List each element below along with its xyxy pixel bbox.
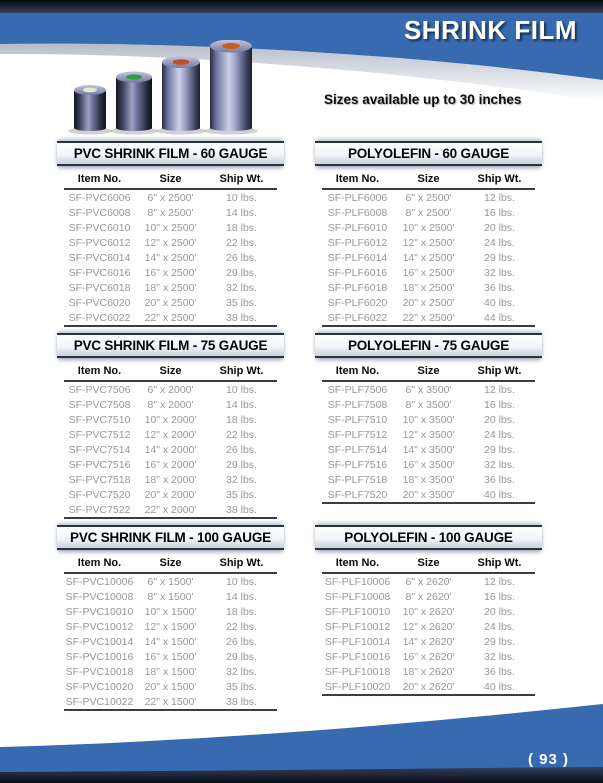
table-cell: 10 lbs. — [226, 575, 257, 588]
table-cell: 8" x 1500' — [147, 590, 194, 603]
table-cell: 18" x 2500' — [402, 281, 455, 294]
table-cell: 8" x 2620' — [405, 590, 452, 603]
table-cell: 29 lbs. — [226, 650, 257, 663]
table-cell: 6" x 3500' — [405, 383, 452, 396]
table-cell: 29 lbs. — [484, 251, 515, 264]
table-cell: 22 lbs. — [226, 236, 257, 249]
table-cell: 20 lbs. — [484, 221, 515, 234]
table-cell: 35 lbs. — [226, 296, 257, 309]
table-cell: 16 lbs. — [484, 590, 515, 603]
table-cell: 32 lbs. — [484, 650, 515, 663]
table-cell: SF-PVC6018 — [68, 281, 131, 294]
table-cell: 14" x 2000' — [144, 443, 197, 456]
shrink-film-rolls-photo — [58, 40, 258, 135]
table-cell: 22" x 1500' — [144, 695, 197, 708]
table-row — [322, 634, 535, 649]
table-cell: 6" x 2000' — [147, 383, 194, 396]
table-row — [322, 250, 535, 265]
table-cell: 20" x 2500' — [402, 296, 455, 309]
table-title: POLYOLEFIN - 100 GAUGE — [315, 525, 542, 550]
table-title: PVC SHRINK FILM - 100 GAUGE — [57, 525, 284, 550]
table-cell: 10" x 1500' — [144, 605, 197, 618]
table-cell: SF-PLF7512 — [327, 428, 388, 441]
column-header: Item No. — [322, 170, 393, 189]
table-cell: SF-PLF6010 — [327, 221, 388, 234]
table-cell: 10" x 2620' — [402, 605, 455, 618]
table-cell: SF-PLF7518 — [327, 473, 388, 486]
header-row — [64, 362, 277, 381]
table-row — [322, 220, 535, 235]
table-cell: 10" x 2500' — [144, 221, 197, 234]
table-cell: SF-PVC7508 — [68, 398, 131, 411]
column-header: Size — [135, 170, 206, 189]
table-cell: SF-PVC10006 — [65, 575, 134, 588]
table-cell: 6" x 2620' — [405, 575, 452, 588]
table-cell: 40 lbs. — [484, 296, 515, 309]
table-row — [322, 310, 535, 326]
table-cell: SF-PLF10020 — [324, 680, 391, 693]
table-row — [64, 265, 277, 280]
table-cell: SF-PLF6006 — [327, 191, 388, 204]
table-cell: SF-PLF6008 — [327, 206, 388, 219]
column-header: Size — [135, 554, 206, 573]
table-cell: 14" x 3500' — [402, 443, 455, 456]
header-row — [64, 170, 277, 189]
table-row — [64, 649, 277, 664]
table-cell: SF-PVC7514 — [68, 443, 131, 456]
table-cell: 32 lbs. — [484, 266, 515, 279]
table-row — [64, 634, 277, 649]
header-row — [322, 170, 535, 189]
table-cell: 8" x 2500' — [405, 206, 452, 219]
table-cell: 24 lbs. — [484, 236, 515, 249]
table-cell: SF-PVC7512 — [68, 428, 131, 441]
column-header: Size — [393, 554, 464, 573]
table-row — [64, 457, 277, 472]
table-cell: SF-PLF6014 — [327, 251, 388, 264]
table-cell: SF-PVC6012 — [68, 236, 131, 249]
table-cell: SF-PVC10008 — [65, 590, 134, 603]
table-cell: 18" x 2620' — [402, 665, 455, 678]
table-cell: 16 lbs. — [484, 398, 515, 411]
table-row — [64, 427, 277, 442]
column-header: Ship Wt. — [464, 362, 535, 381]
table-cell: SF-PLF10016 — [324, 650, 391, 663]
table-cell: SF-PLF7520 — [327, 488, 388, 501]
table-cell: 22 lbs. — [226, 428, 257, 441]
table-cell: 32 lbs. — [226, 281, 257, 294]
table-cell: 10" x 2000' — [144, 413, 197, 426]
film-roll-small — [74, 85, 106, 131]
film-roll-tallest — [210, 40, 252, 131]
table-cell: SF-PLF7510 — [327, 413, 388, 426]
table-cell: 16" x 2500' — [402, 266, 455, 279]
table-cell: SF-PVC6022 — [68, 311, 131, 324]
table-cell: 6" x 2500' — [147, 191, 194, 204]
table-row — [64, 235, 277, 250]
table-cell: 22" x 2000' — [144, 503, 197, 516]
table-cell: 26 lbs. — [226, 635, 257, 648]
table-row — [322, 265, 535, 280]
table-cell: 36 lbs. — [484, 665, 515, 678]
table-cell: 10" x 3500' — [402, 413, 455, 426]
product-table — [322, 554, 535, 696]
table-row — [64, 397, 277, 412]
column-header: Size — [393, 170, 464, 189]
table-cell: SF-PVC6008 — [68, 206, 131, 219]
table-cell: 18" x 1500' — [144, 665, 197, 678]
table-cell: 20" x 2000' — [144, 488, 197, 501]
table-cell: 20" x 3500' — [402, 488, 455, 501]
table-row — [64, 679, 277, 694]
table-row — [322, 427, 535, 442]
table-cell: 12" x 3500' — [402, 428, 455, 441]
table-cell: 32 lbs. — [484, 458, 515, 471]
table-title: POLYOLEFIN - 75 GAUGE — [315, 333, 542, 358]
table-cell: SF-PLF7514 — [327, 443, 388, 456]
table-row — [64, 189, 277, 205]
table-cell: 12 lbs. — [484, 383, 515, 396]
table-cell: SF-PLF6018 — [327, 281, 388, 294]
table-row — [64, 220, 277, 235]
table-row — [322, 573, 535, 589]
table-row — [64, 573, 277, 589]
table-cell: SF-PLF10010 — [324, 605, 391, 618]
table-polyolefin-60-gauge — [315, 141, 542, 327]
table-cell: 20" x 2500' — [144, 296, 197, 309]
table-cell: SF-PVC7518 — [68, 473, 131, 486]
column-header: Ship Wt. — [206, 170, 277, 189]
table-row — [64, 664, 277, 679]
column-header: Ship Wt. — [206, 362, 277, 381]
table-row — [322, 397, 535, 412]
table-cell: 8" x 2000' — [147, 398, 194, 411]
table-cell: SF-PLF6022 — [327, 311, 388, 324]
column-header: Item No. — [64, 362, 135, 381]
table-cell: 20 lbs. — [484, 413, 515, 426]
table-cell: SF-PVC10018 — [65, 665, 134, 678]
table-cell: 12 lbs. — [484, 575, 515, 588]
table-pvc-60-gauge — [57, 141, 284, 327]
page-title: SHRINK FILM — [403, 15, 577, 45]
table-cell: SF-PVC7510 — [68, 413, 131, 426]
table-row — [322, 280, 535, 295]
table-pvc-100-gauge — [57, 525, 284, 711]
table-row — [322, 472, 535, 487]
table-cell: 6" x 1500' — [147, 575, 194, 588]
table-cell: SF-PVC7516 — [68, 458, 131, 471]
table-row — [64, 412, 277, 427]
table-row — [64, 472, 277, 487]
product-table — [64, 170, 277, 327]
table-cell: 36 lbs. — [484, 281, 515, 294]
table-cell: 38 lbs. — [226, 695, 257, 708]
table-cell: 18 lbs. — [226, 413, 257, 426]
table-polyolefin-75-gauge — [315, 333, 542, 504]
table-cell: 35 lbs. — [226, 680, 257, 693]
table-cell: SF-PLF10006 — [324, 575, 391, 588]
table-cell: SF-PVC7522 — [68, 503, 131, 516]
table-cell: 32 lbs. — [226, 473, 257, 486]
table-row — [322, 189, 535, 205]
table-cell: 16" x 2500' — [144, 266, 197, 279]
table-cell: 22" x 2500' — [144, 311, 197, 324]
table-row — [64, 310, 277, 326]
table-row — [64, 381, 277, 397]
table-cell: SF-PVC10010 — [65, 605, 134, 618]
table-cell: 12 lbs. — [484, 191, 515, 204]
table-cell: 22" x 2500' — [402, 311, 455, 324]
table-cell: 10 lbs. — [226, 383, 257, 396]
table-cell: SF-PVC6010 — [68, 221, 131, 234]
table-cell: 6" x 2500' — [405, 191, 452, 204]
table-cell: 24 lbs. — [484, 428, 515, 441]
header-navy-bar — [0, 0, 603, 13]
table-cell: 36 lbs. — [484, 473, 515, 486]
header-row — [322, 554, 535, 573]
table-cell: SF-PLF7508 — [327, 398, 388, 411]
table-pvc-75-gauge — [57, 333, 284, 519]
table-cell: 35 lbs. — [226, 488, 257, 501]
table-cell: 40 lbs. — [484, 680, 515, 693]
column-header: Item No. — [322, 362, 393, 381]
table-cell: 26 lbs. — [226, 251, 257, 264]
table-cell: 18" x 2000' — [144, 473, 197, 486]
sizes-tagline: Sizes available up to 30 inches — [324, 92, 522, 107]
table-row — [322, 664, 535, 679]
table-cell: 29 lbs. — [226, 266, 257, 279]
product-table — [64, 554, 277, 711]
table-cell: SF-PLF10008 — [324, 590, 391, 603]
table-cell: SF-PVC7520 — [68, 488, 131, 501]
table-cell: SF-PLF10014 — [324, 635, 391, 648]
table-cell: 14 lbs. — [226, 206, 257, 219]
table-cell: SF-PVC10020 — [65, 680, 134, 693]
table-cell: 16" x 3500' — [402, 458, 455, 471]
table-cell: 14" x 2500' — [144, 251, 197, 264]
table-row — [64, 205, 277, 220]
table-cell: 18" x 2500' — [144, 281, 197, 294]
table-cell: 18 lbs. — [226, 221, 257, 234]
table-cell: SF-PVC10022 — [65, 695, 134, 708]
table-cell: 16" x 2000' — [144, 458, 197, 471]
table-cell: 12" x 2620' — [402, 620, 455, 633]
table-title: PVC SHRINK FILM - 60 GAUGE — [57, 141, 284, 166]
table-cell: SF-PVC10016 — [65, 650, 134, 663]
footer-graphic — [0, 693, 603, 783]
table-cell: 8" x 3500' — [405, 398, 452, 411]
table-cell: 29 lbs. — [226, 458, 257, 471]
table-row — [322, 381, 535, 397]
header-row — [322, 362, 535, 381]
table-cell: 12" x 2500' — [402, 236, 455, 249]
table-cell: SF-PLF7506 — [327, 383, 388, 396]
table-cell: 18 lbs. — [226, 605, 257, 618]
film-roll-medium — [116, 72, 152, 132]
table-cell: 12" x 1500' — [144, 620, 197, 633]
product-table — [64, 362, 277, 519]
table-cell: SF-PVC6014 — [68, 251, 131, 264]
table-cell: SF-PVC10014 — [65, 635, 134, 648]
column-header: Size — [135, 362, 206, 381]
table-row — [64, 604, 277, 619]
table-cell: SF-PLF6012 — [327, 236, 388, 249]
table-cell: SF-PLF10018 — [324, 665, 391, 678]
table-cell: 38 lbs. — [226, 503, 257, 516]
table-cell: 10 lbs. — [226, 191, 257, 204]
table-cell: 14" x 2620' — [402, 635, 455, 648]
table-cell: 20 lbs. — [484, 605, 515, 618]
table-title: PVC SHRINK FILM - 75 GAUGE — [57, 333, 284, 358]
table-cell: 16" x 2620' — [402, 650, 455, 663]
table-cell: SF-PVC7506 — [68, 383, 131, 396]
column-header: Size — [393, 362, 464, 381]
table-row — [322, 619, 535, 634]
table-cell: 22 lbs. — [226, 620, 257, 633]
table-cell: SF-PVC6016 — [68, 266, 131, 279]
table-row — [64, 487, 277, 502]
table-row — [64, 280, 277, 295]
table-cell: 14 lbs. — [226, 590, 257, 603]
table-cell: 20" x 2620' — [402, 680, 455, 693]
table-cell: SF-PLF7516 — [327, 458, 388, 471]
table-cell: SF-PVC10012 — [65, 620, 134, 633]
page-number: ( 93 ) — [527, 751, 569, 768]
table-row — [64, 619, 277, 634]
table-cell: 14" x 2500' — [402, 251, 455, 264]
table-cell: 12" x 2500' — [144, 236, 197, 249]
table-polyolefin-100-gauge — [315, 525, 542, 696]
table-cell: SF-PLF6016 — [327, 266, 388, 279]
table-cell: 18" x 3500' — [402, 473, 455, 486]
column-header: Ship Wt. — [464, 170, 535, 189]
table-cell: 40 lbs. — [484, 488, 515, 501]
header-row — [64, 554, 277, 573]
table-title: POLYOLEFIN - 60 GAUGE — [315, 141, 542, 166]
table-row — [322, 604, 535, 619]
table-cell: 16 lbs. — [484, 206, 515, 219]
film-roll-large — [162, 56, 200, 131]
table-cell: 26 lbs. — [226, 443, 257, 456]
table-row — [322, 235, 535, 250]
table-cell: 16" x 1500' — [144, 650, 197, 663]
table-cell: 44 lbs. — [484, 311, 515, 324]
table-cell: 14 lbs. — [226, 398, 257, 411]
table-cell: 10" x 2500' — [402, 221, 455, 234]
table-cell: 20" x 1500' — [144, 680, 197, 693]
table-cell: 29 lbs. — [484, 443, 515, 456]
column-header: Item No. — [64, 170, 135, 189]
table-cell: 38 lbs. — [226, 311, 257, 324]
table-row — [322, 295, 535, 310]
table-row — [322, 457, 535, 472]
table-row — [322, 205, 535, 220]
table-cell: SF-PVC6006 — [68, 191, 131, 204]
column-header: Ship Wt. — [464, 554, 535, 573]
product-table — [322, 170, 535, 327]
table-cell: 29 lbs. — [484, 635, 515, 648]
table-cell: SF-PLF6020 — [327, 296, 388, 309]
table-row — [64, 589, 277, 604]
table-cell: 32 lbs. — [226, 665, 257, 678]
table-row — [322, 649, 535, 664]
table-row — [322, 442, 535, 457]
table-cell: SF-PLF10012 — [324, 620, 391, 633]
table-row — [64, 442, 277, 457]
table-cell: 8" x 2500' — [147, 206, 194, 219]
table-cell: SF-PVC6020 — [68, 296, 131, 309]
table-row — [322, 487, 535, 503]
column-header: Item No. — [64, 554, 135, 573]
table-row — [64, 295, 277, 310]
table-cell: 24 lbs. — [484, 620, 515, 633]
product-table — [322, 362, 535, 504]
table-cell: 14" x 1500' — [144, 635, 197, 648]
table-row — [64, 250, 277, 265]
table-row — [64, 502, 277, 518]
table-row — [322, 589, 535, 604]
column-header: Ship Wt. — [206, 554, 277, 573]
column-header: Item No. — [322, 554, 393, 573]
table-cell: 12" x 2000' — [144, 428, 197, 441]
table-row — [322, 412, 535, 427]
